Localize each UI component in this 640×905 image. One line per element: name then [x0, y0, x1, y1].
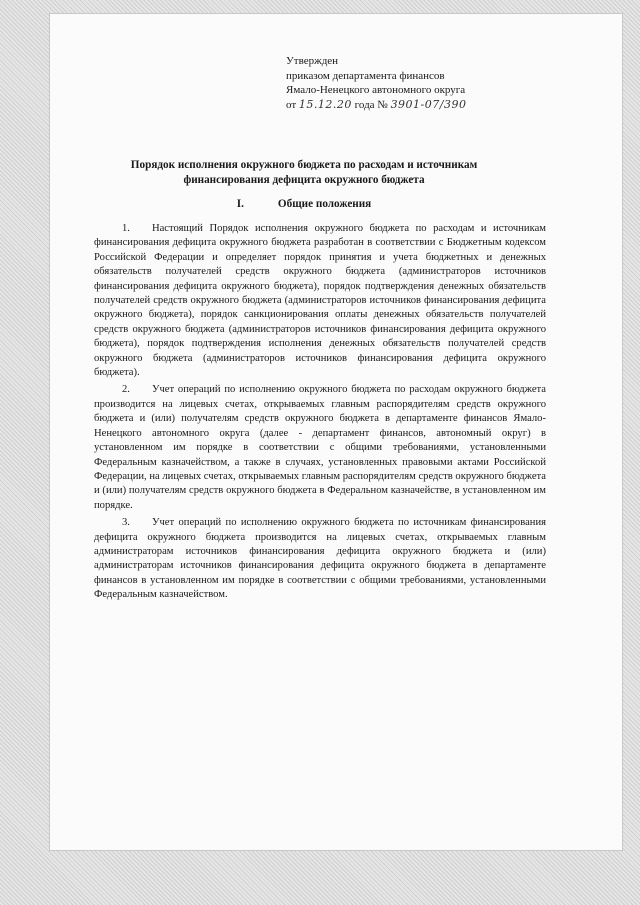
paragraph — [94, 222, 546, 380]
section-number: I. — [236, 198, 244, 210]
approval-stamp — [286, 54, 546, 112]
approval-line-2: приказом департамента финансов — [286, 69, 445, 82]
title-line-2: финансирования дефицита окружного бюджета — [183, 173, 425, 186]
paragraph-number: 2. — [122, 384, 130, 396]
paragraph-number: 3. — [122, 517, 130, 529]
approval-line-3: Ямало-Ненецкого автономного округа — [286, 84, 466, 96]
approval-line-1: Утвержден — [286, 55, 339, 67]
approval-date-line — [286, 98, 546, 113]
paragraph-text: Учет операций по исполнению окружного бюджета по источникам финансирования дефицита окружного бюджета производится на лицевых счетах, открываемых главным администраторам источников финансирования дефицита окружного бюджета и (или) администраторам источников финансирования дефицита окружного бюджета в департаменте финансов в установленном им порядке в соответствии с общими требованиями, установленными Федеральным казначейством. — [94, 517, 546, 601]
handwritten-number: 3901-07/390 — [390, 97, 467, 111]
date-prefix: от — [286, 98, 297, 111]
document-body — [94, 222, 546, 606]
paragraph — [94, 383, 546, 513]
section-title: Общие положения — [277, 198, 372, 210]
paragraph-text: Настоящий Порядок исполнения окружного бюджета по расходам и источникам финансирования дефицита окружного бюджета разработан в соответствии с Бюджетным кодексом Российской Федерации и определяет порядок принятия и учета бюджетных и денежных обязательств получателей средств окружного бюджета (администраторов источников финансирования дефицита окружного бюджета), порядок подтверждения денежных обязательств получателей средств окружного бюджета (администраторов источников финансирования дефицита окружного бюджета), порядок санкционирования оплаты денежных обязательств получателей средств окружного бюджета (администраторов источников финансирования дефицита окружного бюджета), порядок подтверждения исполнения денежных обязательств получателей средств окружного бюджета (администраторов источников финансирования дефицита окружного бюджета). — [94, 223, 546, 379]
section-heading — [94, 198, 514, 210]
document-title — [94, 158, 514, 187]
paragraph — [94, 516, 546, 602]
paragraph-number: 1. — [122, 223, 130, 234]
paragraph-text: Учет операций по исполнению окружного бюджета по расходам окружного бюджета производится на лицевых счетах, открываемых главным распорядителям средств окружного бюджета и (или) получателям средств окружного бюджета в департаменте финансов Ямало-Ненецкого автономного округа (далее - департамент финансов, автономный округ) в установленном им порядке в соответствии с общими требованиями, установленными Федеральным казначейством, а также в случаях, установленных правовыми актами Российской Федерации, на лицевых счетах, открываемых главным распорядителям средств окружного бюджета и (или) получателям средств окружного бюджета в Федеральном казначействе, в установленном им порядке. — [94, 384, 546, 511]
year-word: года № — [354, 98, 388, 111]
title-line-1: Порядок исполнения окружного бюджета по расходам и источникам — [130, 159, 478, 171]
handwritten-date: 15.12.20 — [298, 97, 352, 111]
